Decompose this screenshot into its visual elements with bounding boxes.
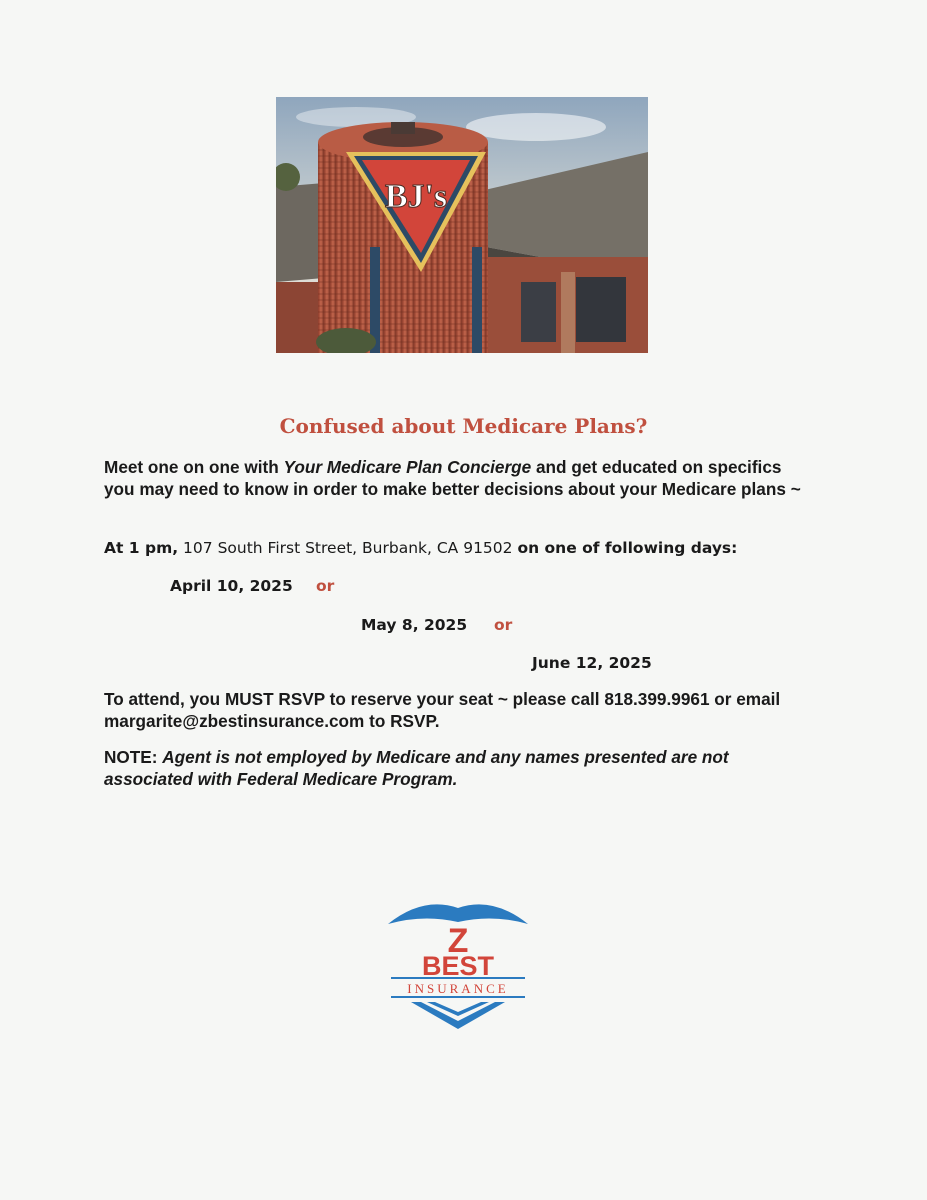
event-date-1: April 10, 2025 bbox=[170, 577, 293, 595]
logo-letter: Z bbox=[447, 922, 469, 960]
event-details bbox=[104, 539, 824, 557]
note-label: NOTE: bbox=[104, 747, 163, 767]
event-days-label: on one of following days: bbox=[517, 539, 738, 557]
intro-rest: and get educated on specifics you may need to know in order to make better decisions about your Medicare plans ~ bbox=[104, 457, 801, 499]
rsvp-paragraph: To attend, you MUST RSVP to reserve your seat ~ please call 818.399.9961 or email margarite@zbestinsurance.com to RSVP. bbox=[104, 689, 781, 731]
event-date-3: June 12, 2025 bbox=[532, 654, 652, 672]
disclaimer-note bbox=[104, 746, 804, 790]
event-date-2: May 8, 2025 bbox=[361, 616, 468, 634]
intro-paragraph bbox=[104, 456, 804, 500]
or-separator-1: or bbox=[316, 577, 335, 595]
intro-lead: Meet one on one with bbox=[104, 457, 284, 477]
event-time: At 1 pm, bbox=[104, 539, 179, 557]
sign-text: BJ's bbox=[384, 178, 448, 215]
logo-tagline: INSURANCE bbox=[407, 981, 509, 996]
note-text: Agent is not employed by Medicare and any names presented are not associated with Federal Medicare Program. bbox=[104, 747, 729, 789]
headline: Confused about Medicare Plans? bbox=[279, 414, 648, 438]
zbest-insurance-logo bbox=[383, 902, 533, 1034]
event-address: 107 South First Street, Burbank, CA 91502 bbox=[178, 539, 518, 557]
concierge-name: Your Medicare Plan Concierge bbox=[283, 457, 532, 477]
logo-word: BEST bbox=[421, 951, 495, 981]
restaurant-photo bbox=[276, 97, 648, 353]
or-separator-2: or bbox=[494, 616, 513, 634]
